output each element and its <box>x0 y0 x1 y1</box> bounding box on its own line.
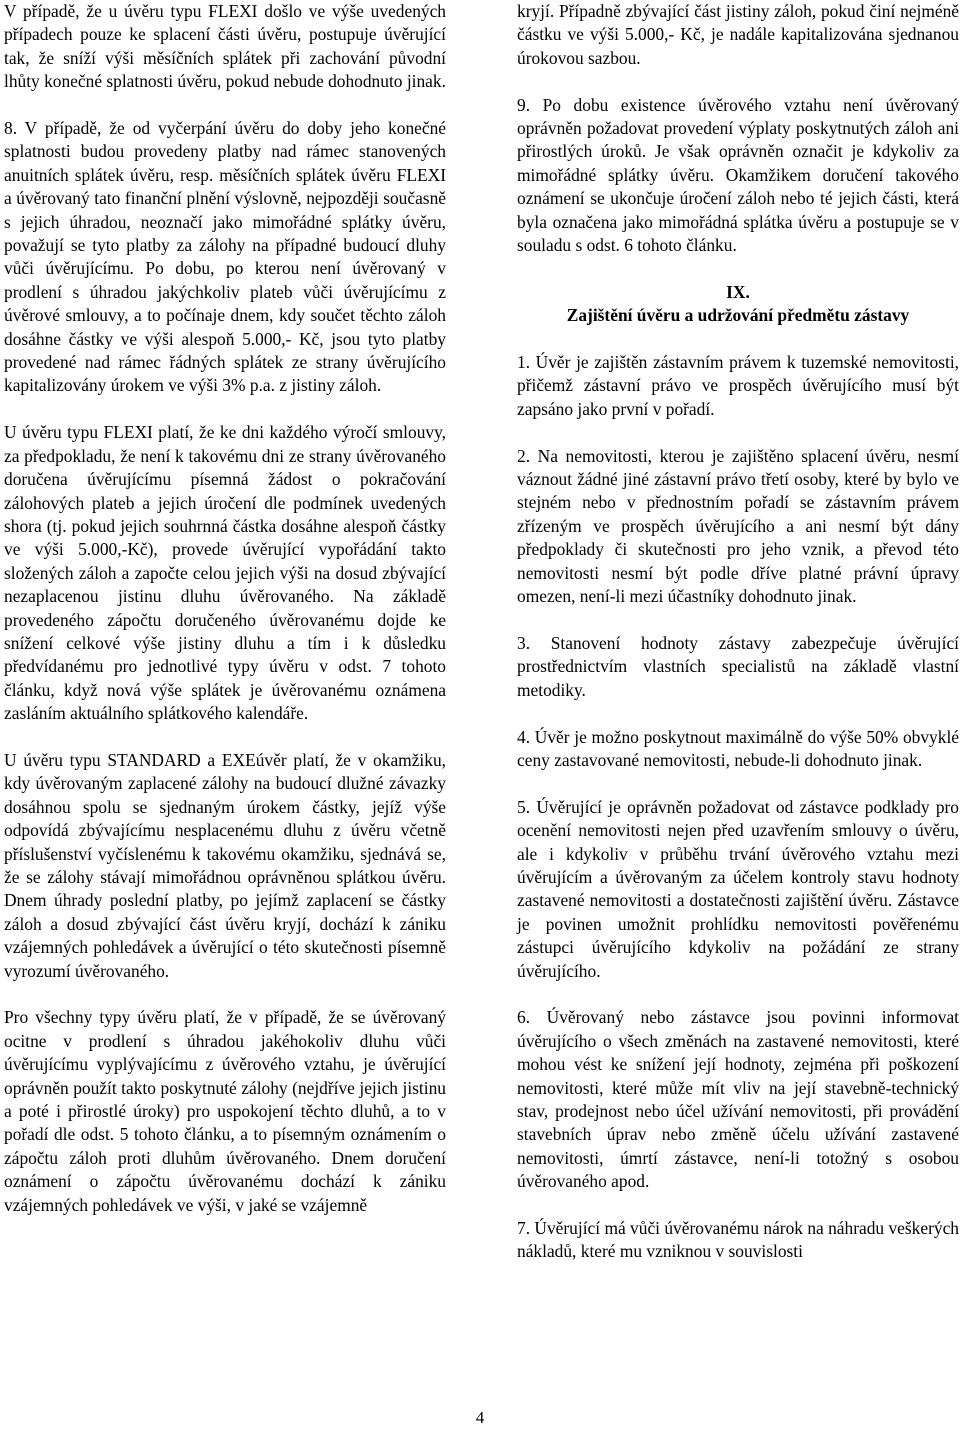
paragraph-standard-exeuver: U úvěru typu STANDARD a EXEúvěr platí, že v okamžiku, kdy úvěrovaným zaplacené zálohy na budoucí dlužné závazky dosáhnou spolu se sjednaným úrokem částky, jejíž výše odpovídá zbývajícímu nesplacenému dluhu z úvěru včetně příslušenství vyčíslenému k takovému okamžiku, sjednává se, že se zálohy stávají mimořádnou oprávněnou splátkou úvěru. Dnem úhrady poslední platby, po jejímž zaplacení se částky záloh a dosud zbývající část úvěru kryjí, dochází k zániku vzájemných pohledávek a úvěrující o této skutečnosti písemně vyrozumí úvěrovaného. <box>4 749 446 981</box>
paragraph-ix-6: 6. Úvěrovaný nebo zástavce jsou povinni informovat úvěrujícího o všech změnách na zastavené nemovitosti, které mohou vést ke snížení její hodnoty, zejména při poškození nemovitosti, které může mít vliv na její stavebně-technický stav, prodejnost nebo účel užívání nemovitosti, při provádění stavebních úprav nebo změně účelu užívání zastavené nemovitosti, úmrtí zástavce, není-li totožný s osobou úvěrovaného apod. <box>517 1007 959 1192</box>
paragraph-ix-5: 5. Úvěrující je oprávněn požadovat od zástavce podklady pro ocenění nemovitosti nejen před uzavřením smlouvy o úvěru, ale i kdykoliv v průběhu trvání úvěrového vztahu mezi úvěrujícím a úvěrovaným za účelem kontroly stavu hodnoty zastavené nemovitosti a dostatečnosti zajištění úvěru. Zástavce je povinen umožnit prohlídku nemovitosti pověřenému zástupci úvěrujícího kdykoliv na požádání ze strany úvěrujícího. <box>517 796 959 981</box>
paragraph-flexi-partial-repayment: V případě, že u úvěru typu FLEXI došlo ve výše uvedených případech pouze ke splacení části úvěru, postupuje úvěrující tak, že sníží výši měsíčních splátek při zachování původní lhůty konečné splatnosti úvěru, pokud nebude dohodnuto jinak. <box>4 1 446 92</box>
paragraph-flexi-anniversary: U úvěru typu FLEXI platí, že ke dni každého výročí smlouvy, za předpokladu, že není k takovému dni ze strany úvěrovaného doručena úvěrujícímu písemná žádost o pokračování zálohových plateb a jejich úročení dle podmínek uvedených shora (tj. pokud jejich souhrnná částka dosáhne alespoň částky ve výši 5.000,-Kč), provede úvěrující vypořádání takto složených záloh a započte celou jejich výši na dosud zbývající nezaplacenou jistinu dluhu úvěrovaného. Na základě provedeného zápočtu doručeného úvěrovanému dojde ke snížení celkové výše jistiny dluhu a tím i k důsledku předvídanému pro jednotlivé typy úvěru v odst. 7 tohoto článku, když nová výše splátek je úvěrovanému oznámena zasláním aktuálního splátkového kalendáře. <box>4 422 446 724</box>
paragraph-continuation: kryjí. Případně zbývající část jistiny záloh, pokud činí nejméně částku ve výši 5.000,- Kč, je nadále kapitalizována sjednanou úrokovou sazbou. <box>517 1 959 68</box>
paragraph-ix-1: 1. Úvěr je zajištěn zástavním právem k tuzemské nemovitosti, přičemž zástavní právo ve prospěch úvěrujícího musí být zapsáno jako první v pořadí. <box>517 352 959 419</box>
section-title: Zajištění úvěru a udržování předmětu zástavy <box>566 305 910 326</box>
paragraph-9-no-payout: 9. Po dobu existence úvěrového vztahu není úvěrovaný oprávněn požadovat provedení výplaty poskytnutých záloh ani přirostlých úroků. Je však oprávněn označit je kdykoliv za mimořádné splátky úvěru. Okamžikem doručení takového oznámení se ukončuje úročení záloh nebo té jejich části, která byla označena jako mimořádná splátka úvěru a postupuje se v souladu s odst. 6 tohoto článku. <box>517 94 959 256</box>
paragraph-8-advance-payments: 8. V případě, že od vyčerpání úvěru do doby jeho konečné splatnosti budou provedeny platby nad rámec stanovených anuitních splátek úvěru, resp. měsíčních splátek úvěru FLEXI a úvěrovaný tato finanční plnění výslovně, nejpozději současně s jejich úhradou, neoznačí jako mimořádné splátky úvěru, považují se tyto platby za zálohy na případné budoucí dluhy vůči úvěrujícímu. Po dobu, po kterou není úvěrovaný v prodlení s úhradou jakýchkoliv plateb vůči úvěrujícímu z úvěrové smlouvy, a to počínaje dnem, kdy součet těchto záloh dosáhne částky ve výši alespoň 5.000,- Kč, jsou tyto platby provedené nad rámec řádných splátek ze strany úvěrujícího kapitalizovány úrokem ve výši 3% p.a. z jistiny záloh. <box>4 118 446 396</box>
left-column <box>4 0 446 1240</box>
paragraph-ix-2: 2. Na nemovitosti, kterou je zajištěno splacení úvěru, nesmí váznout žádné jiné zástavní právo třetí osoby, které by bylo ve stejném nebo v přednostním pořadí se zástavním právem zřízeným ve prospěch úvěrujícího a ani nesmí být dány předpoklady či skutečnosti pro jeho vznik, a převod této nemovitosti nesmí být podle dříve platné právní úpravy omezen, není-li mezi účastníky dohodnuto jinak. <box>517 445 959 607</box>
section-number: IX. <box>726 281 750 302</box>
paragraph-all-loan-types: Pro všechny typy úvěru platí, že v případě, že se úvěrovaný ocitne v prodlení s úhradou jakéhokoliv dluhu vůči úvěrujícímu vyplývajícímu z úvěrového vztahu, je úvěrující oprávněn použít takto poskytnuté zálohy (nejdříve jejich jistinu a poté i přirostlé úroky) pro uspokojení těchto dluhů, a to v pořadí dle odst. 5 tohoto článku, a to písemným oznámením o zápočtu záloh proti dluhům úvěrovaného. Dnem doručení oznámení o zápočtu úvěrovanému dochází k zániku vzájemných pohledávek ve výši, v jaké se vzájemně <box>4 1007 446 1215</box>
page-number: 4 <box>475 1408 485 1427</box>
right-column <box>517 0 959 1287</box>
paragraph-ix-7: 7. Úvěrující má vůči úvěrovanému nárok na náhradu veškerých nákladů, které mu vzniknou v souvislosti <box>517 1217 959 1262</box>
paragraph-ix-3: 3. Stanovení hodnoty zástavy zabezpečuje úvěrující prostřednictvím vlastních specialistů na základě vlastní metodiky. <box>517 632 959 700</box>
paragraph-ix-4: 4. Úvěr je možno poskytnout maximálně do výše 50% obvyklé ceny zastavované nemovitosti, nebude-li dohodnuto jinak. <box>517 726 959 770</box>
